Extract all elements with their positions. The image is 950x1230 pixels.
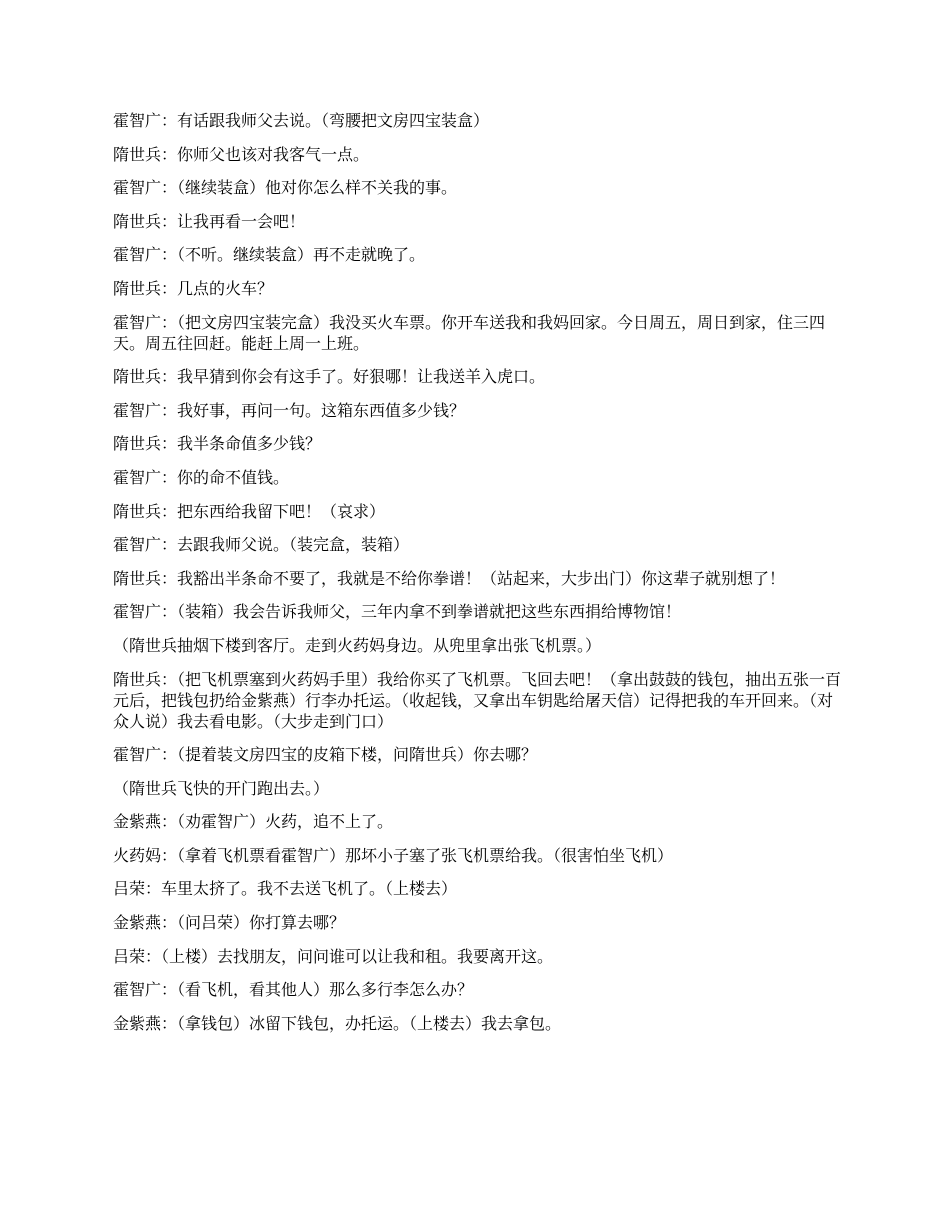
script-dialogue xyxy=(113,110,843,1046)
dialogue-line: 火药妈：（拿着飞机票看霍智广）那坏小子塞了张飞机票给我。（很害怕坐飞机） xyxy=(113,845,674,865)
dialogue-line: 金紫燕：（劝霍智广）火药，追不上了。 xyxy=(113,812,394,832)
dialogue-line: 霍智广：去跟我师父说。（装完盒，装箱） xyxy=(113,535,410,555)
dialogue-line: 隋世兵：（把飞机票塞到火药妈手里）我给你买了飞机票。飞回去吧！（拿出鼓鼓的钱包，抽出五张一百元后，把钱包扔给金紫燕）行李办托运。（收起钱，又拿出车钥匙给屠天信）记得把我的车开回来。（对众人说）我去看电影。（大步走到门口） xyxy=(113,669,842,731)
dialogue-line: 隋世兵：你师父也该对我客气一点。 xyxy=(113,144,370,164)
dialogue-line: 霍智广：有话跟我师父去说。（弯腰把文房四宝装盒） xyxy=(113,111,490,130)
stage-direction: （隋世兵抽烟下楼到客厅。走到火药妈身边。从兜里拿出张飞机票。） xyxy=(113,635,602,655)
dialogue-line: 霍智广：（看飞机，看其他人）那么多行李怎么办？ xyxy=(113,980,474,1000)
dialogue-line: 隋世兵：几点的火车？ xyxy=(113,278,274,298)
dialogue-line: 隋世兵：我豁出半条命不要了，我就是不给你拳谱！（站起来，大步出门）你这辈子就别想了！ xyxy=(113,568,786,588)
dialogue-line: 隋世兵：让我再看一会吧！ xyxy=(113,211,306,231)
dialogue-line: 霍智广：（装箱）我会告诉我师父，三年内拿不到拳谱就把这些东西捐给博物馆！ xyxy=(113,602,682,622)
stage-direction: （隋世兵飞快的开门跑出去。） xyxy=(113,778,330,798)
dialogue-line: 霍智广：（把文房四宝装完盒）我没买火车票。你开车送我和我妈回家。今日周五，周日到家，住三四天。周五往回赶。能赶上周一上班。 xyxy=(113,312,826,353)
dialogue-line: 霍智广：你的命不值钱。 xyxy=(113,467,290,487)
dialogue-line: 吕荣：车里太挤了。我不去送飞机了。（上楼去） xyxy=(113,879,458,899)
dialogue-line: 霍智广：（提着装文房四宝的皮箱下楼，问隋世兵）你去哪？ xyxy=(113,745,538,765)
dialogue-line: 隋世兵：把东西给我留下吧！（哀求） xyxy=(113,501,386,521)
dialogue-line: 吕荣：（上楼）去找朋友，问问谁可以让我和租。我要离开这。 xyxy=(113,946,554,966)
dialogue-line: 金紫燕：（拿钱包）冰留下钱包，办托运。（上楼去）我去拿包。 xyxy=(113,1013,562,1033)
dialogue-line: 金紫燕：（问吕荣）你打算去哪？ xyxy=(113,913,346,933)
dialogue-line: 隋世兵：我早猜到你会有这手了。好狠哪！让我送羊入虎口。 xyxy=(113,367,546,387)
dialogue-line: 霍智广：我好事，再问一句。这箱东西值多少钱？ xyxy=(113,400,466,420)
dialogue-line: 霍智广：（不听。继续装盒）再不走就晚了。 xyxy=(113,245,426,265)
dialogue-line: 隋世兵：我半条命值多少钱？ xyxy=(113,434,322,454)
dialogue-line: 霍智广：（继续装盒）他对你怎么样不关我的事。 xyxy=(113,178,458,198)
